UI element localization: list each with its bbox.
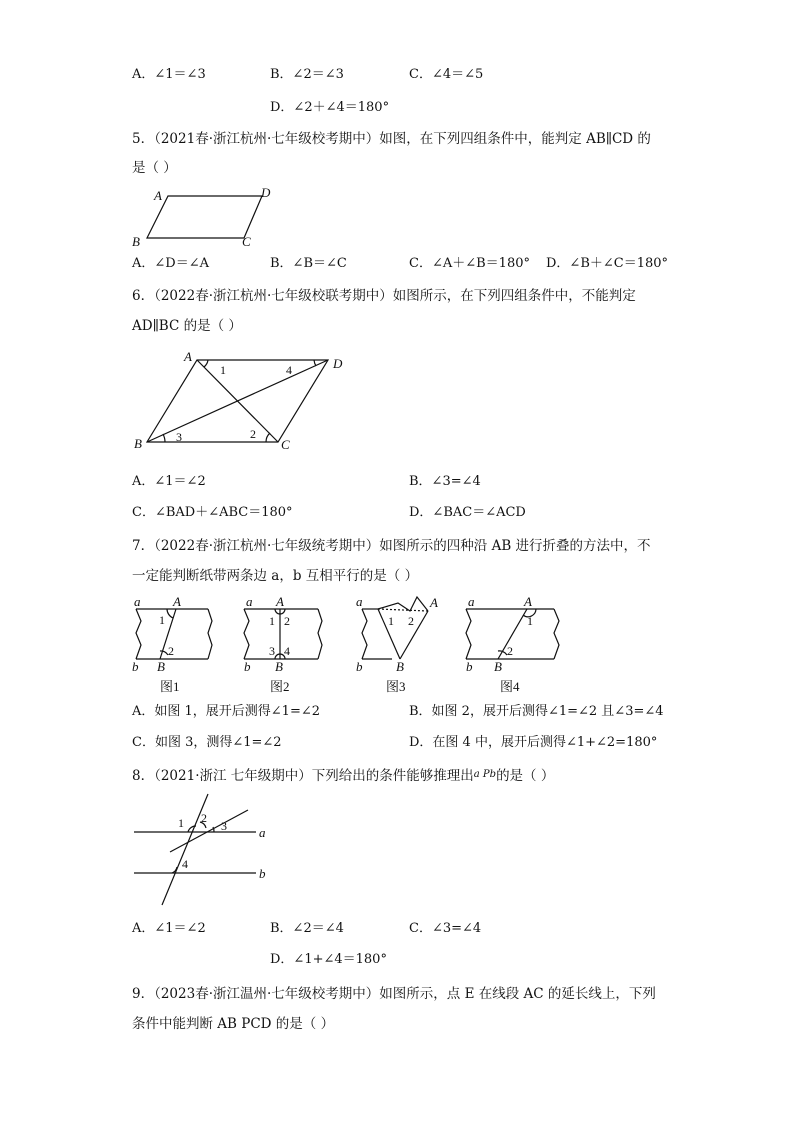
q7-f4-angle-2: 2 bbox=[507, 644, 513, 658]
q7-f3-angle-1: 1 bbox=[388, 614, 394, 628]
q7-figures bbox=[130, 593, 570, 697]
q6-angle-arc-4 bbox=[314, 360, 316, 366]
q7-f2-label-B: B bbox=[275, 659, 283, 674]
q8-option-b: B．∠2＝∠4 bbox=[270, 921, 344, 936]
q5-label-D: D bbox=[261, 185, 271, 200]
q6-angle-1: 1 bbox=[220, 363, 226, 377]
q7-caption-1: 图1 bbox=[160, 679, 180, 694]
q8-angle-arc-3 bbox=[213, 827, 214, 832]
q6-angle-arc-3 bbox=[163, 434, 165, 442]
q6-option-c: C．∠BAD＋∠ABC＝180° bbox=[132, 505, 293, 520]
q7-f4-label-a: a bbox=[468, 594, 475, 609]
q8-stem-post: 的是（ ） bbox=[496, 768, 555, 784]
q7-f4-angle-1: 1 bbox=[527, 614, 533, 628]
q7-f1-label-A: A bbox=[173, 594, 181, 609]
q6-stem-line2: AD∥BC 的是（ ） bbox=[132, 318, 242, 334]
q6-label-C: C bbox=[281, 437, 290, 452]
q7-f3-label-a: a bbox=[356, 594, 363, 609]
q7-f3-label-b: b bbox=[356, 659, 363, 674]
q7-f2-angle-3: 3 bbox=[269, 644, 275, 658]
q9-stem-line1: 9．（2023春·浙江温州·七年级校考期中）如图所示，点 E 在线段 AC 的延长线上，下列 bbox=[132, 986, 656, 1002]
q5-stem-line2: 是（ ） bbox=[132, 160, 177, 176]
q7-option-c: C．如图 3，测得∠1=∠2 bbox=[132, 735, 282, 750]
q7-f1-angle-1: 1 bbox=[159, 613, 165, 627]
q7-f1-label-B: B bbox=[157, 659, 165, 674]
q5-parallelogram-shape bbox=[147, 196, 262, 238]
q8-angle-3: 3 bbox=[221, 819, 227, 833]
q7-f4-label-A: A bbox=[524, 594, 532, 609]
q5-label-A: A bbox=[154, 188, 162, 203]
q7-f4-label-b: b bbox=[466, 659, 473, 674]
q6-option-d: D．∠BAC＝∠ACD bbox=[409, 505, 526, 520]
q7-f2-label-b: b bbox=[244, 659, 251, 674]
q7-stem-line1: 7．（2022春·浙江杭州·七年级统考期中）如图所示的四种沿 AB 进行折叠的方法中，不 bbox=[132, 538, 651, 554]
q8-stem-pre: 8．（2021·浙江 七年级期中）下列给出的条件能够推理出 bbox=[132, 768, 474, 784]
q8-option-c: C．∠3=∠4 bbox=[409, 921, 482, 936]
q8-angle-2: 2 bbox=[201, 811, 207, 825]
q4-option-d: D．∠2＋∠4＝180° bbox=[270, 100, 390, 115]
q7-stem-line2: 一定能判断纸带两条边 a，b 互相平行的是（ ） bbox=[132, 568, 419, 584]
q6-angle-arc-1 bbox=[204, 360, 208, 367]
q7-f2-angle-4: 4 bbox=[284, 644, 290, 658]
q8-option-d: D．∠1+∠4＝180° bbox=[270, 952, 387, 967]
q4-option-a: A．∠1＝∠3 bbox=[132, 67, 206, 82]
q5-option-b: B．∠B＝∠C bbox=[270, 256, 347, 271]
q7-figure-4 bbox=[466, 594, 559, 694]
q8-stem-parallel-symbol: a Pb bbox=[473, 769, 497, 780]
q6-diagonal-bd bbox=[147, 360, 328, 442]
q7-f1-label-a: a bbox=[134, 594, 141, 609]
q7-f2-angle-1: 1 bbox=[269, 614, 275, 628]
q8-option-a: A．∠1＝∠2 bbox=[132, 921, 206, 936]
q5-label-B: B bbox=[132, 234, 140, 249]
q4-option-c: C．∠4＝∠5 bbox=[409, 67, 484, 82]
q5-figure-parallelogram bbox=[130, 182, 280, 252]
q7-figure-3 bbox=[356, 594, 438, 694]
q6-angle-3: 3 bbox=[176, 430, 182, 444]
q7-option-b: B．如图 2，展开后测得∠1=∠2 且∠3=∠4 bbox=[409, 704, 664, 719]
q7-f4-label-B: B bbox=[494, 659, 502, 674]
q7-f2-label-a: a bbox=[246, 594, 253, 609]
q6-stem-line1: 6．（2022春·浙江杭州·七年级校联考期中）如图所示，在下列四组条件中，不能判定 bbox=[132, 288, 636, 304]
q6-label-D: D bbox=[333, 356, 343, 371]
q5-stem-line1: 5．（2021春·浙江杭州·七年级校考期中）如图，在下列四组条件中，能判定 AB∥CD 的 bbox=[132, 131, 651, 147]
q9-stem-line2: 条件中能判断 AB PCD 的是（ ） bbox=[132, 1016, 335, 1032]
q5-option-a: A．∠D＝∠A bbox=[132, 256, 209, 271]
q4-option-b: B．∠2＝∠3 bbox=[270, 67, 344, 82]
q7-f1-angle-2: 2 bbox=[168, 644, 174, 658]
q8-angle-4: 4 bbox=[182, 857, 188, 871]
q5-label-C: C bbox=[242, 234, 251, 249]
q6-angle-arc-2 bbox=[266, 433, 270, 442]
q6-label-B: B bbox=[134, 436, 142, 451]
q8-label-b: b bbox=[259, 866, 266, 881]
q7-f1-label-b: b bbox=[132, 659, 139, 674]
q5-option-c: C．∠A＋∠B＝180° bbox=[409, 256, 530, 271]
q7-figure-2 bbox=[244, 594, 322, 694]
q6-angle-4: 4 bbox=[286, 363, 292, 377]
q6-option-b: B．∠3=∠4 bbox=[409, 474, 481, 489]
q5-option-d: D．∠B＋∠C＝180° bbox=[546, 256, 669, 271]
q6-angle-2: 2 bbox=[250, 427, 256, 441]
q7-caption-2: 图2 bbox=[270, 679, 290, 694]
q6-figure bbox=[130, 345, 360, 455]
q7-f3-angle-2: 2 bbox=[408, 614, 414, 628]
q7-figure-1 bbox=[132, 594, 212, 694]
q7-f2-label-A: A bbox=[276, 594, 284, 609]
q8-angle-1: 1 bbox=[178, 816, 184, 830]
q6-label-A: A bbox=[184, 349, 192, 364]
q7-option-d: D．在图 4 中，展开后测得∠1+∠2=180° bbox=[409, 735, 658, 750]
q7-f3-label-A: A bbox=[430, 595, 438, 610]
q8-stem-line1 bbox=[132, 766, 554, 785]
q7-caption-4: 图4 bbox=[500, 679, 520, 694]
q7-caption-3: 图3 bbox=[386, 679, 406, 694]
q7-f2-angle-2: 2 bbox=[284, 614, 290, 628]
q8-figure bbox=[130, 790, 280, 910]
q6-option-a: A．∠1＝∠2 bbox=[132, 474, 206, 489]
q7-option-a: A．如图 1，展开后测得∠1=∠2 bbox=[132, 704, 321, 719]
q8-label-a: a bbox=[259, 825, 266, 840]
q7-f3-label-B: B bbox=[396, 659, 404, 674]
